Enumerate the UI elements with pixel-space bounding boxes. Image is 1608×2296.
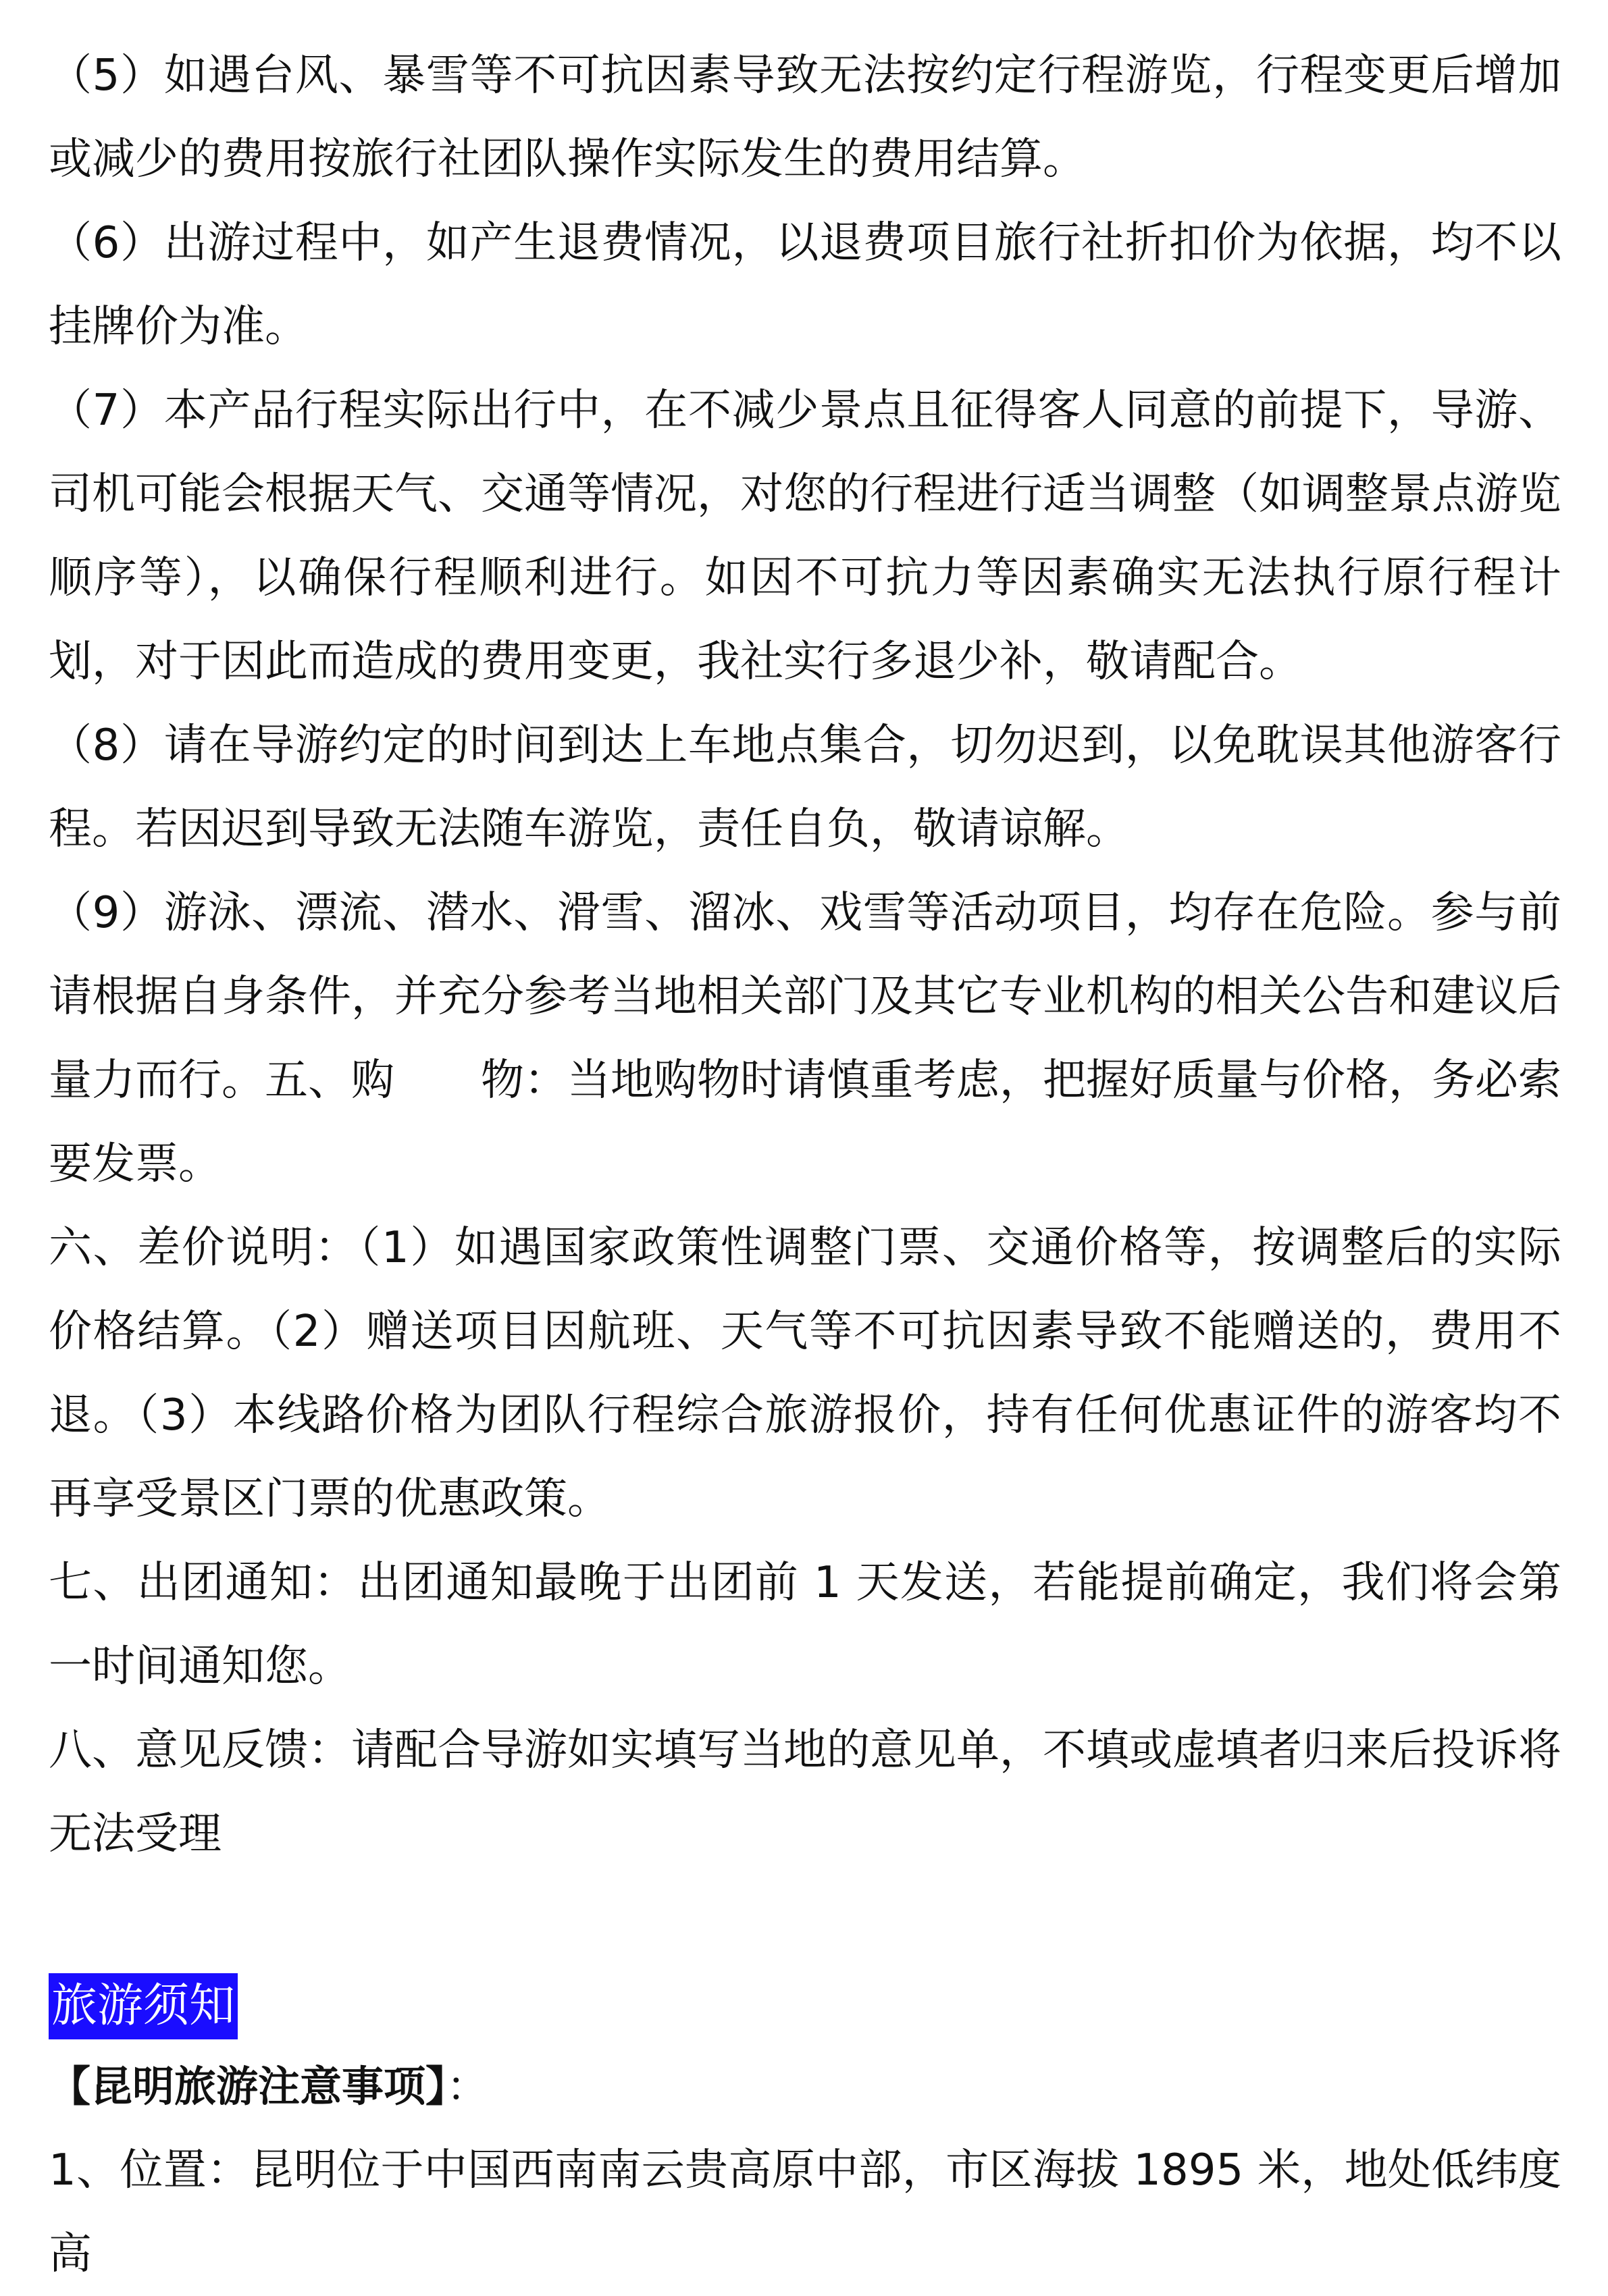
subheading-title: 【昆明旅游注意事项】 bbox=[49, 2062, 447, 2111]
subheading-suffix: ： bbox=[446, 2062, 489, 2111]
section-label-wrapper bbox=[49, 1960, 1561, 2039]
paragraph-item-6: （6）出游过程中，如产生退费情况，以退费项目旅行社折扣价为依据，均不以挂牌价为准。 bbox=[49, 218, 1561, 352]
paragraph-item-9: （9）游泳、漂流、潜水、滑雪、溜冰、戏雪等活动项目，均存在危险。参与前请根据自身条件，并充分参考当地相关部门及其它专业机构的相关公告和建议后量力而行。五、购 物：当地购物时请慎重考虑，把握好质量与价格，务必索要发票。 bbox=[49, 888, 1561, 1189]
paragraph-price-difference: 六、差价说明：（1）如遇国家政策性调整门票、交通价格等，按调整后的实际价格结算。（2）赠送项目因航班、天气等不可抗因素导致不能赠送的，费用不退。（3）本线路价格为团队行程综合旅游报价，持有任何优惠证件的游客均不再享受景区门票的优惠政策。 bbox=[49, 1223, 1561, 1524]
spacer bbox=[49, 1876, 1561, 1960]
section-label: 旅游须知 bbox=[49, 1973, 238, 2039]
paragraph-item-7: （7）本产品行程实际出行中，在不减少景点且征得客人同意的前提下，导游、司机可能会根据天气、交通等情况，对您的行程进行适当调整（如调整景点游览顺序等），以确保行程顺利进行。如因不可抗力等因素确实无法执行原行程计划，对于因此而造成的费用变更，我社实行多退少补，敬请配合。 bbox=[49, 386, 1561, 687]
paragraph-feedback: 八、意见反馈：请配合导游如实填写当地的意见单，不填或虚填者归来后投诉将无法受理 bbox=[49, 1725, 1561, 1859]
paragraph-item-8: （8）请在导游约定的时间到达上车地点集合，切勿迟到，以免耽误其他游客行程。若因迟到导致无法随车游览，责任自负，敬请谅解。 bbox=[49, 721, 1561, 854]
paragraph-item-5: （5）如遇台风、暴雪等不可抗因素导致无法按约定行程游览，行程变更后增加或减少的费用按旅行社团队操作实际发生的费用结算。 bbox=[49, 51, 1561, 184]
paragraph-departure-notice: 七、出团通知：出团通知最晚于出团前 1 天发送，若能提前确定，我们将会第一时间通知您。 bbox=[49, 1558, 1561, 1692]
subheading bbox=[49, 2045, 1561, 2129]
document-page bbox=[49, 0, 1561, 2296]
paragraph-location: 1、位置：昆明位于中国西南南云贵高原中部，市区海拔 1895 米，地处低纬度高 bbox=[49, 2145, 1561, 2279]
